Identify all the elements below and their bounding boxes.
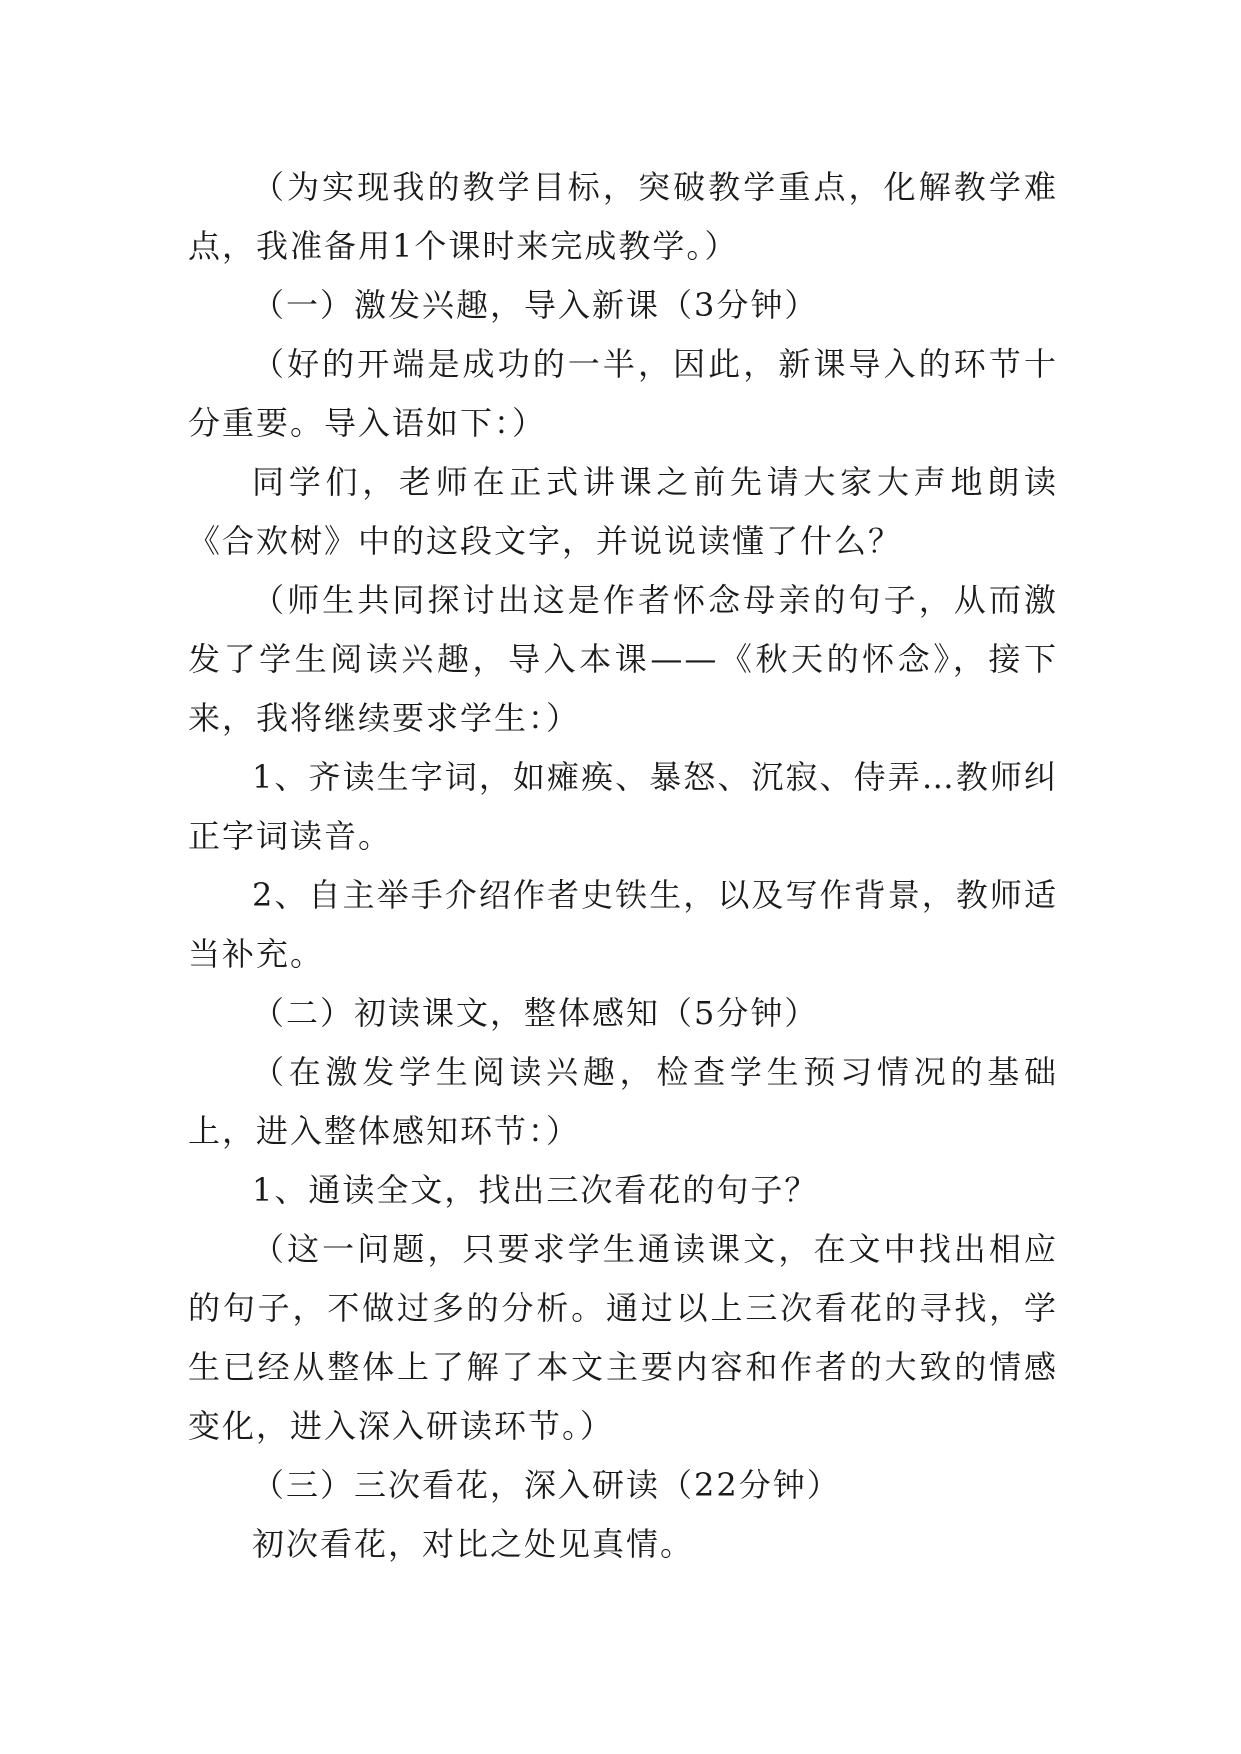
paragraph-intro-speech: 同学们，老师在正式讲课之前先请大家大声地朗读《合欢树》中的这段文字，并说说读懂了什么？ [188, 463, 1058, 560]
section-heading-2: （二）初读课文，整体感知（5分钟） [252, 994, 819, 1032]
section-heading-1: （一）激发兴趣，导入新课（3分钟） [252, 286, 819, 324]
document-body [188, 158, 1058, 1574]
paragraph-subheading: 初次看花，对比之处见真情。 [252, 1525, 695, 1563]
paragraph-note: （师生共同探讨出这是作者怀念母亲的句子，从而激发了学生阅读兴趣，导入本课——《秋天的怀念》，接下来，我将继续要求学生：） [188, 581, 1058, 737]
list-item: 1、通读全文，找出三次看花的句子？ [252, 1171, 819, 1209]
section-heading-3: （三）三次看花，深入研读（22分钟） [252, 1466, 841, 1504]
list-item: 1、齐读生字词，如瘫痪、暴怒、沉寂、侍弄…教师纠正字词读音。 [188, 758, 1058, 855]
paragraph-intro: （为实现我的教学目标，突破教学重点，化解教学难点，我准备用1个课时来完成教学。） [188, 168, 1058, 265]
paragraph-note: （在激发学生阅读兴趣，检查学生预习情况的基础上，进入整体感知环节：） [188, 1053, 1058, 1150]
paragraph-note: （这一问题，只要求学生通读课文，在文中找出相应的句子，不做过多的分析。通过以上三次看花的寻找，学生已经从整体上了解了本文主要内容和作者的大致的情感变化，进入深入研读环节。） [188, 1230, 1058, 1445]
paragraph-note: （好的开端是成功的一半，因此，新课导入的环节十分重要。导入语如下：） [188, 345, 1058, 442]
list-item: 2、自主举手介绍作者史铁生，以及写作背景，教师适当补充。 [188, 876, 1058, 973]
